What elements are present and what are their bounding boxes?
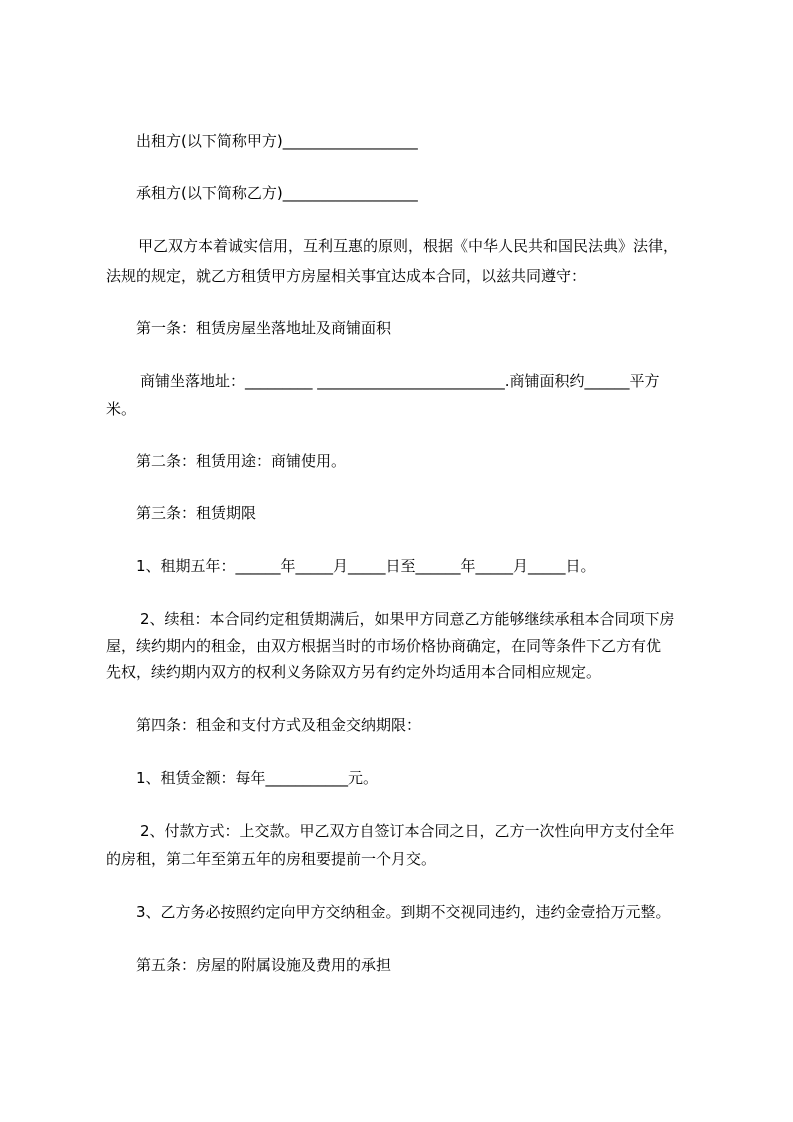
preamble-line-1: 甲乙双方本着诚实信用，互利互惠的原则，根据《中华人民共和国民法典》法律， (138, 237, 679, 255)
article-1-body-line-2: 米。 (106, 400, 137, 418)
lessor-line: 出租方(以下简称甲方)__________________ (136, 132, 418, 150)
lessee-line: 承租方(以下简称乙方)__________________ (136, 184, 418, 202)
article-4-title: 第四条：租金和支付方式及租金交纳期限： (136, 716, 422, 734)
article-4-item-2-line-1: 2、付款方式：上交款。甲乙双方自签订本合同之日，乙方一次性向甲方支付全年 (140, 822, 675, 840)
article-3-item-2-line-3: 先权，续约期内双方的权利义务除双方另有约定外均适用本合同相应规定。 (106, 663, 602, 681)
article-3-item-2-line-2: 屋，续约期内的租金，由双方根据当时的市场价格协商确定，在同等条件下乙方有优 (106, 637, 662, 655)
preamble-line-2: 法规的规定，就乙方租赁甲方房屋相关事宜达成本合同，以兹共同遵守： (106, 267, 587, 285)
article-5-title: 第五条：房屋的附属设施及费用的承担 (136, 956, 392, 974)
article-4-item-3: 3、乙方务必按照约定向甲方交纳租金。到期不交视同违约，违约金壹拾万元整。 (136, 903, 671, 921)
article-2-title: 第二条：租赁用途：商铺使用。 (136, 452, 347, 470)
article-1-body-line-1: 商铺坐落地址：_________ _________________________.商铺面积约______平方 (140, 372, 660, 390)
article-4-item-1: 1、租赁金额：每年___________元。 (136, 769, 379, 787)
article-3-item-2-line-1: 2、续租：本合同约定租赁期满后，如果甲方同意乙方能够继续承租本合同项下房 (140, 610, 675, 628)
article-4-item-2-line-2: 的房租，第二年至第五年的房租要提前一个月交。 (106, 850, 437, 868)
article-3-item-1: 1、租期五年：______年_____月_____日至______年_____月_____日。 (136, 557, 596, 575)
article-1-title: 第一条：租赁房屋坐落地址及商铺面积 (136, 319, 392, 337)
article-3-title: 第三条：租赁期限 (136, 504, 257, 522)
